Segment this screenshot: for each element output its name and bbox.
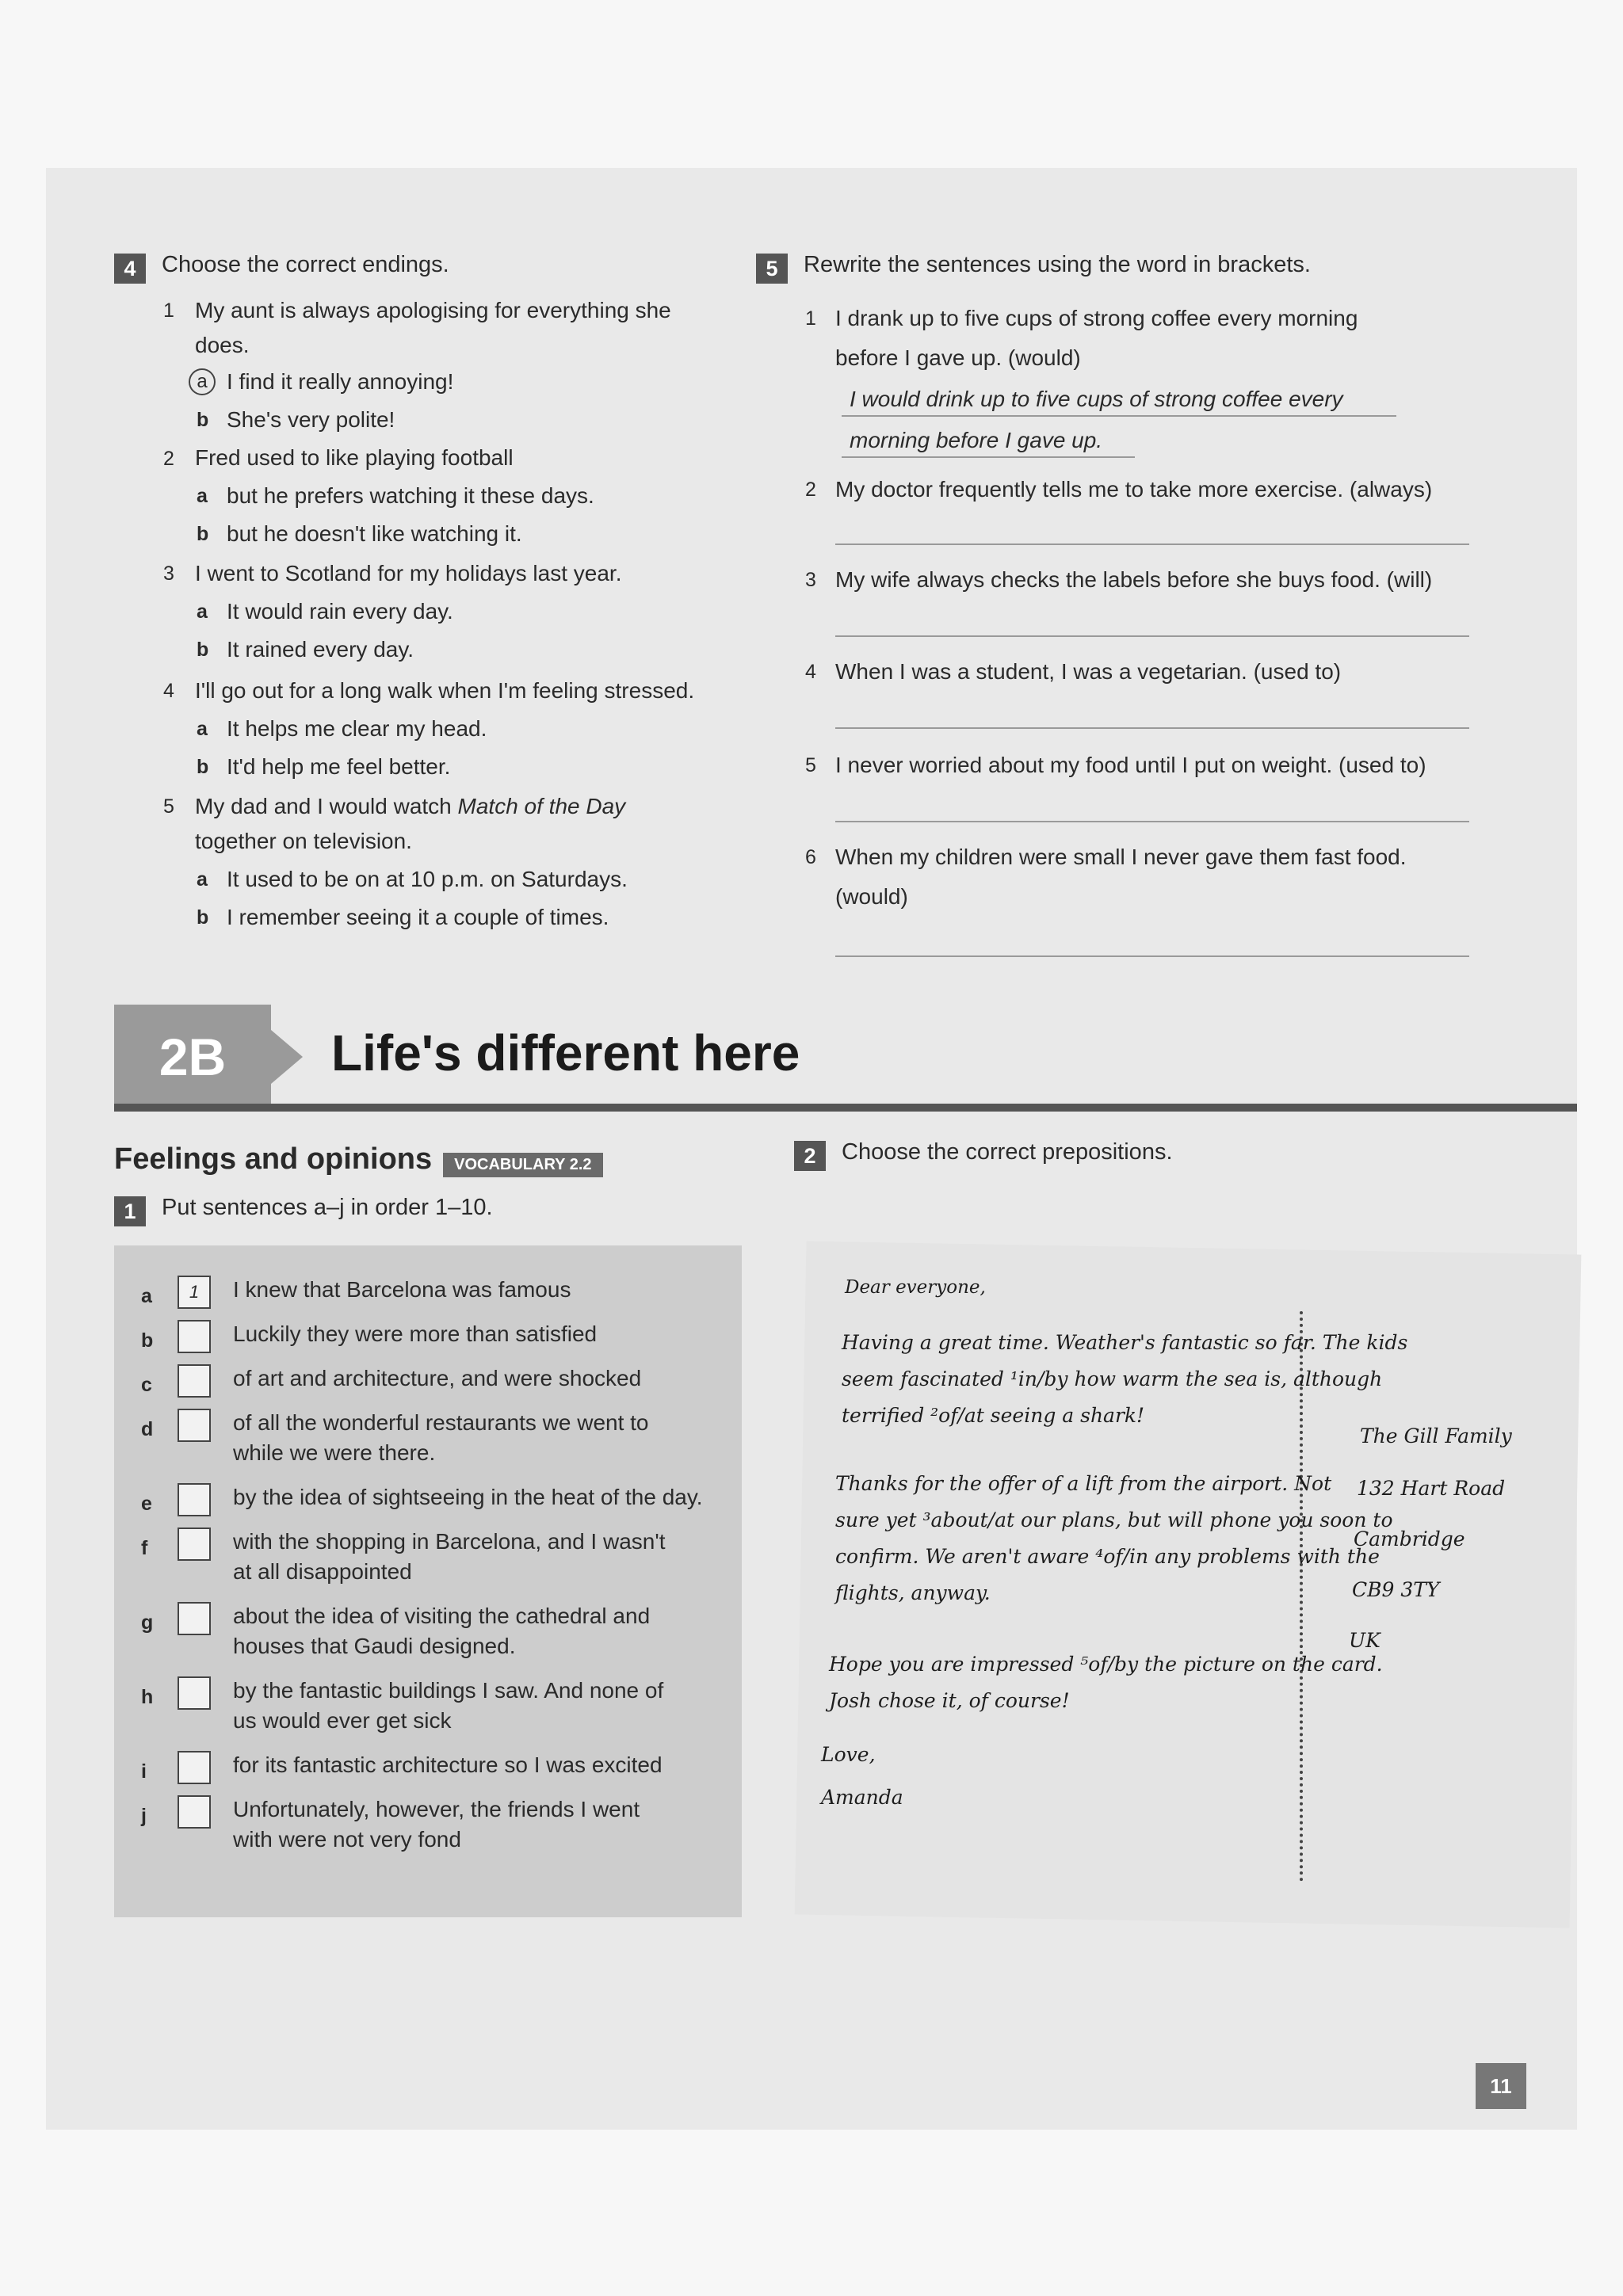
exercise-title: Choose the correct endings. bbox=[162, 252, 449, 277]
item-text: of all the wonderful restaurants we went to bbox=[233, 1410, 649, 1435]
item-number: 1 bbox=[163, 299, 174, 322]
item-text: for its fantastic architecture so I was excited bbox=[233, 1753, 663, 1777]
order-box[interactable] bbox=[178, 1795, 211, 1829]
item-number: 3 bbox=[163, 563, 174, 585]
option-letter[interactable]: a bbox=[197, 601, 208, 623]
order-box[interactable] bbox=[178, 1483, 211, 1516]
option-text: but he prefers watching it these days. bbox=[227, 483, 594, 508]
order-box[interactable] bbox=[178, 1602, 211, 1635]
option-letter[interactable]: b bbox=[197, 756, 209, 778]
order-box[interactable] bbox=[178, 1676, 211, 1710]
programme-title: Match of the Day bbox=[457, 794, 626, 818]
answer-line[interactable] bbox=[835, 821, 1469, 822]
vocabulary-tag: VOCABULARY 2.2 bbox=[443, 1153, 602, 1177]
order-box[interactable] bbox=[178, 1320, 211, 1353]
postcard-divider bbox=[1300, 1311, 1303, 1882]
item-text: When I was a student, I was a vegetarian. (used to) bbox=[835, 659, 1342, 684]
exercise-1-heading bbox=[114, 1195, 493, 1226]
address-line: Cambridge bbox=[1354, 1527, 1465, 1550]
greeting: Dear everyone, bbox=[845, 1277, 986, 1298]
item-letter: f bbox=[141, 1537, 148, 1559]
item-text: about the idea of visiting the cathedral and bbox=[233, 1604, 651, 1628]
message-line-with-choice[interactable]: Hope you are impressed ⁵of/by the picture on the card. bbox=[829, 1653, 1383, 1676]
option-letter[interactable]: b bbox=[197, 523, 209, 545]
unit-title: Life's different here bbox=[331, 1024, 800, 1081]
exercise-title: Put sentences a–j in order 1–10. bbox=[162, 1195, 493, 1220]
exercise-number: 2 bbox=[794, 1141, 826, 1171]
address-line: 132 Hart Road bbox=[1357, 1477, 1506, 1500]
item-text: at all disappointed bbox=[233, 1559, 412, 1584]
page-number: 11 bbox=[1476, 2063, 1526, 2109]
item-text: Luckily they were more than satisfied bbox=[233, 1322, 598, 1346]
answer-line[interactable] bbox=[835, 955, 1469, 957]
item-letter: b bbox=[141, 1329, 154, 1352]
address-line: CB9 3TY bbox=[1352, 1578, 1440, 1601]
item-number: 3 bbox=[805, 569, 816, 591]
item-number: 4 bbox=[805, 661, 816, 683]
item-text: does. bbox=[195, 333, 250, 357]
item-letter: g bbox=[141, 1611, 154, 1634]
item-text: with were not very fond bbox=[233, 1827, 461, 1852]
item-text: Unfortunately, however, the friends I went bbox=[233, 1797, 640, 1821]
exercise-title: Rewrite the sentences using the word in brackets. bbox=[804, 252, 1311, 277]
address-line: UK bbox=[1349, 1629, 1381, 1652]
message-line-with-choice[interactable]: terrified ²of/at seeing a shark! bbox=[842, 1404, 1145, 1427]
item-number: 6 bbox=[805, 846, 816, 868]
option-letter[interactable]: b bbox=[197, 639, 209, 661]
item-text bbox=[195, 789, 625, 824]
item-letter: j bbox=[141, 1805, 147, 1827]
message-line: Josh chose it, of course! bbox=[829, 1689, 1070, 1712]
exercise-2-heading bbox=[794, 1139, 1173, 1171]
item-number: 2 bbox=[805, 479, 816, 501]
unit-divider bbox=[114, 1104, 1577, 1112]
item-text: of art and architecture, and were shocked bbox=[233, 1366, 642, 1390]
exercise-number: 5 bbox=[756, 254, 788, 284]
item-text: My wife always checks the labels before she buys food. (will) bbox=[835, 567, 1433, 592]
item-text: together on television. bbox=[195, 829, 412, 853]
option-letter[interactable]: a bbox=[197, 485, 208, 507]
option-letter[interactable]: b bbox=[197, 409, 209, 431]
option-text: It rained every day. bbox=[227, 637, 414, 662]
option-text: but he doesn't like watching it. bbox=[227, 521, 522, 546]
item-text: When my children were small I never gave them fast food. bbox=[835, 845, 1407, 869]
item-text: (would) bbox=[835, 884, 908, 909]
item-text: I went to Scotland for my holidays last year. bbox=[195, 561, 622, 585]
order-box[interactable] bbox=[178, 1751, 211, 1784]
option-letter[interactable]: b bbox=[197, 906, 209, 929]
item-text-start: My dad and I would watch bbox=[195, 794, 458, 818]
item-text: I knew that Barcelona was famous bbox=[233, 1277, 571, 1302]
exercise-4-heading bbox=[114, 252, 449, 284]
item-number: 2 bbox=[163, 448, 174, 470]
address-line: The Gill Family bbox=[1360, 1425, 1512, 1447]
message-line-with-choice[interactable]: confirm. We aren't aware ⁴of/in any problems with the bbox=[835, 1545, 1380, 1568]
item-letter: c bbox=[141, 1374, 152, 1396]
option-text: I remember seeing it a couple of times. bbox=[227, 905, 609, 929]
answer-line[interactable] bbox=[842, 415, 1396, 417]
option-text: It helps me clear my head. bbox=[227, 716, 487, 741]
exercise-title: Choose the correct prepositions. bbox=[842, 1139, 1173, 1165]
answer-line[interactable] bbox=[835, 727, 1469, 729]
exercise-number: 4 bbox=[114, 254, 146, 284]
item-text: by the idea of sightseeing in the heat of the day. bbox=[233, 1485, 703, 1509]
item-text: before I gave up. (would) bbox=[835, 345, 1081, 370]
item-text: while we were there. bbox=[233, 1440, 436, 1465]
message-line: Thanks for the offer of a lift from the airport. Not bbox=[835, 1472, 1332, 1495]
option-letter[interactable]: a bbox=[197, 718, 208, 740]
item-text: My doctor frequently tells me to take more exercise. (always) bbox=[835, 477, 1433, 502]
item-number: 1 bbox=[805, 307, 816, 330]
exercise-5-heading bbox=[756, 252, 1311, 284]
message-line: Having a great time. Weather's fantastic so far. The kids bbox=[842, 1331, 1408, 1354]
message-line-with-choice[interactable]: sure yet ³about/at our plans, but will phone you soon to bbox=[835, 1508, 1393, 1531]
answer-line[interactable] bbox=[835, 543, 1469, 545]
example-answer: I would drink up to five cups of strong coffee every bbox=[850, 387, 1343, 411]
section-heading bbox=[114, 1142, 603, 1177]
item-number: 5 bbox=[805, 754, 816, 776]
item-text: with the shopping in Barcelona, and I wasn't bbox=[233, 1529, 666, 1554]
item-text: I'll go out for a long walk when I'm feeling stressed. bbox=[195, 678, 695, 703]
answer-line[interactable] bbox=[842, 456, 1135, 458]
order-box[interactable] bbox=[178, 1527, 211, 1561]
item-letter: e bbox=[141, 1493, 152, 1515]
option-letter[interactable]: a bbox=[197, 868, 208, 891]
message-line: flights, anyway. bbox=[835, 1581, 991, 1604]
option-text: It'd help me feel better. bbox=[227, 754, 451, 779]
item-number: 4 bbox=[163, 680, 174, 702]
item-letter: h bbox=[141, 1686, 154, 1708]
item-letter: a bbox=[141, 1285, 152, 1307]
item-text: us would ever get sick bbox=[233, 1708, 452, 1733]
example-answer: morning before I gave up. bbox=[850, 428, 1103, 452]
answer-line[interactable] bbox=[835, 635, 1469, 637]
section-title: Feelings and opinions bbox=[114, 1142, 433, 1176]
item-text: My aunt is always apologising for everything she bbox=[195, 298, 671, 322]
option-text: It would rain every day. bbox=[227, 599, 453, 624]
item-text: houses that Gaudi designed. bbox=[233, 1634, 516, 1658]
option-a-selected[interactable] bbox=[189, 368, 216, 395]
banner-arrow bbox=[271, 1030, 303, 1084]
message-line-with-choice[interactable]: seem fascinated ¹in/by how warm the sea is, although bbox=[842, 1367, 1383, 1390]
circled-option-letter: a bbox=[189, 368, 216, 395]
signature: Amanda bbox=[821, 1786, 903, 1809]
item-letter: i bbox=[141, 1760, 147, 1783]
item-letter: d bbox=[141, 1418, 154, 1440]
option-text: She's very polite! bbox=[227, 407, 395, 432]
order-box[interactable] bbox=[178, 1364, 211, 1398]
closing: Love, bbox=[821, 1743, 876, 1766]
item-number: 5 bbox=[163, 795, 174, 818]
exercise-number: 1 bbox=[114, 1196, 146, 1226]
unit-code-badge: 2B bbox=[114, 1005, 271, 1109]
order-box[interactable]: 1 bbox=[178, 1276, 211, 1309]
item-text: I drank up to five cups of strong coffee every morning bbox=[835, 306, 1358, 330]
order-box[interactable] bbox=[178, 1409, 211, 1442]
item-text: by the fantastic buildings I saw. And none of bbox=[233, 1678, 664, 1703]
option-text: It used to be on at 10 p.m. on Saturdays. bbox=[227, 867, 628, 891]
option-text: I find it really annoying! bbox=[227, 369, 454, 394]
item-text: I never worried about my food until I put on weight. (used to) bbox=[835, 753, 1426, 777]
item-text: Fred used to like playing football bbox=[195, 445, 514, 470]
